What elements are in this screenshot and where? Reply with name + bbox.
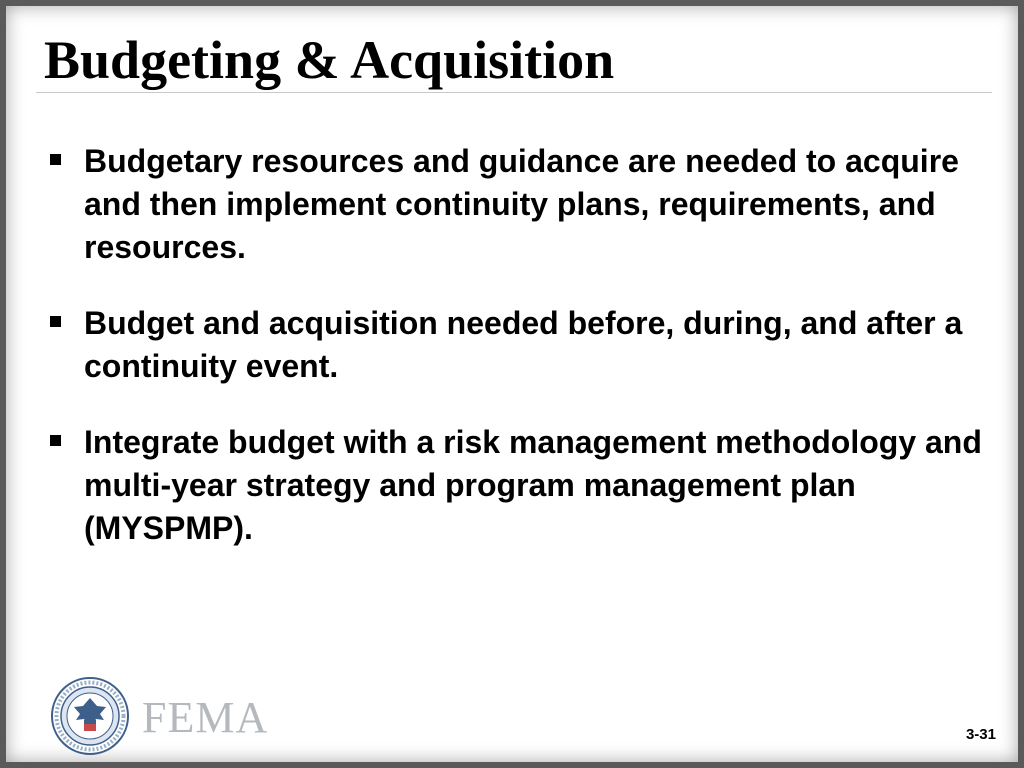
square-bullet-icon	[50, 435, 61, 446]
title-divider	[36, 92, 992, 93]
page-number: 3-31	[965, 726, 996, 743]
slide-title: Budgeting & Acquisition	[44, 30, 615, 90]
bullet-item	[44, 140, 984, 269]
fema-wordmark: FEMA	[142, 693, 269, 742]
slide	[6, 6, 1018, 762]
bullet-item	[44, 302, 984, 388]
bullet-text: Integrate budget with a risk management methodology and multi-year strategy and program management plan (MYSPMP).	[84, 424, 982, 546]
bullet-text: Budgetary resources and guidance are needed to acquire and then implement continuity plans, requirements, and resources.	[84, 143, 959, 265]
square-bullet-icon	[50, 316, 61, 327]
dhs-seal-icon	[50, 676, 130, 756]
square-bullet-icon	[50, 154, 61, 165]
bullet-text: Budget and acquisition needed before, during, and after a continuity event.	[84, 305, 963, 384]
bullet-item	[44, 421, 984, 550]
bullet-list	[44, 140, 984, 583]
